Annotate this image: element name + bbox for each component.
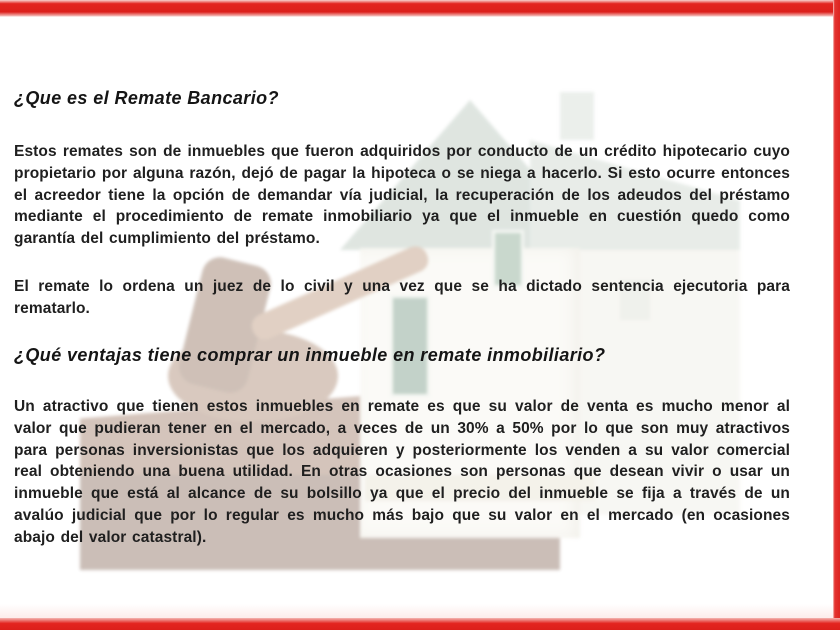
paragraph-ventajas-detalle: Un atractivo que tienen estos inmuebles en remate es que su valor de venta es mucho menor al valor que pudieran tener en el mercado, a veces de un 30% a 50% por lo que son muy atractivos para personas inversionistas que los adquieren y posteriormente los venden a su valor comercial real obteniendo una buena utilidad. En otras ocasiones son personas que desean vivir o usar un inmueble que está al alcance de su bolsillo ya que el precio del inmueble se fija a través de un avalúo judicial que por lo regular es mucho más bajo que su valor en el mercado (en ocasiones abajo del valor catastral). — [14, 398, 790, 546]
heading-que-es-remate: ¿Que es el Remate Bancario? — [14, 88, 279, 108]
paragraph-juez-civil: El remate lo ordena un juez de lo civil y una vez que se ha dictado sentencia ejecutoria para rematarlo. — [14, 278, 790, 317]
right-red-bar — [833, 0, 840, 630]
bottom-red-bar — [0, 618, 840, 630]
paragraph-definicion-remate: Estos remates son de inmuebles que fueron adquiridos por conducto de un crédito hipotecario cuyo propietario por alguna razón, dejó de pagar la hipoteca o se niega a hacerlo. Si esto ocurre entonces el acreedor tiene la opción de demandar vía judicial, la recuperación de los adeudos del préstamo mediante el procedimiento de remate inmobiliario ya que el inmueble en cuestión quedo como garantía del cumplimiento del préstamo. — [14, 143, 790, 248]
top-red-bar — [0, 0, 840, 17]
heading-ventajas: ¿Qué ventajas tiene comprar un inmueble en remate inmobiliario? — [14, 345, 606, 365]
